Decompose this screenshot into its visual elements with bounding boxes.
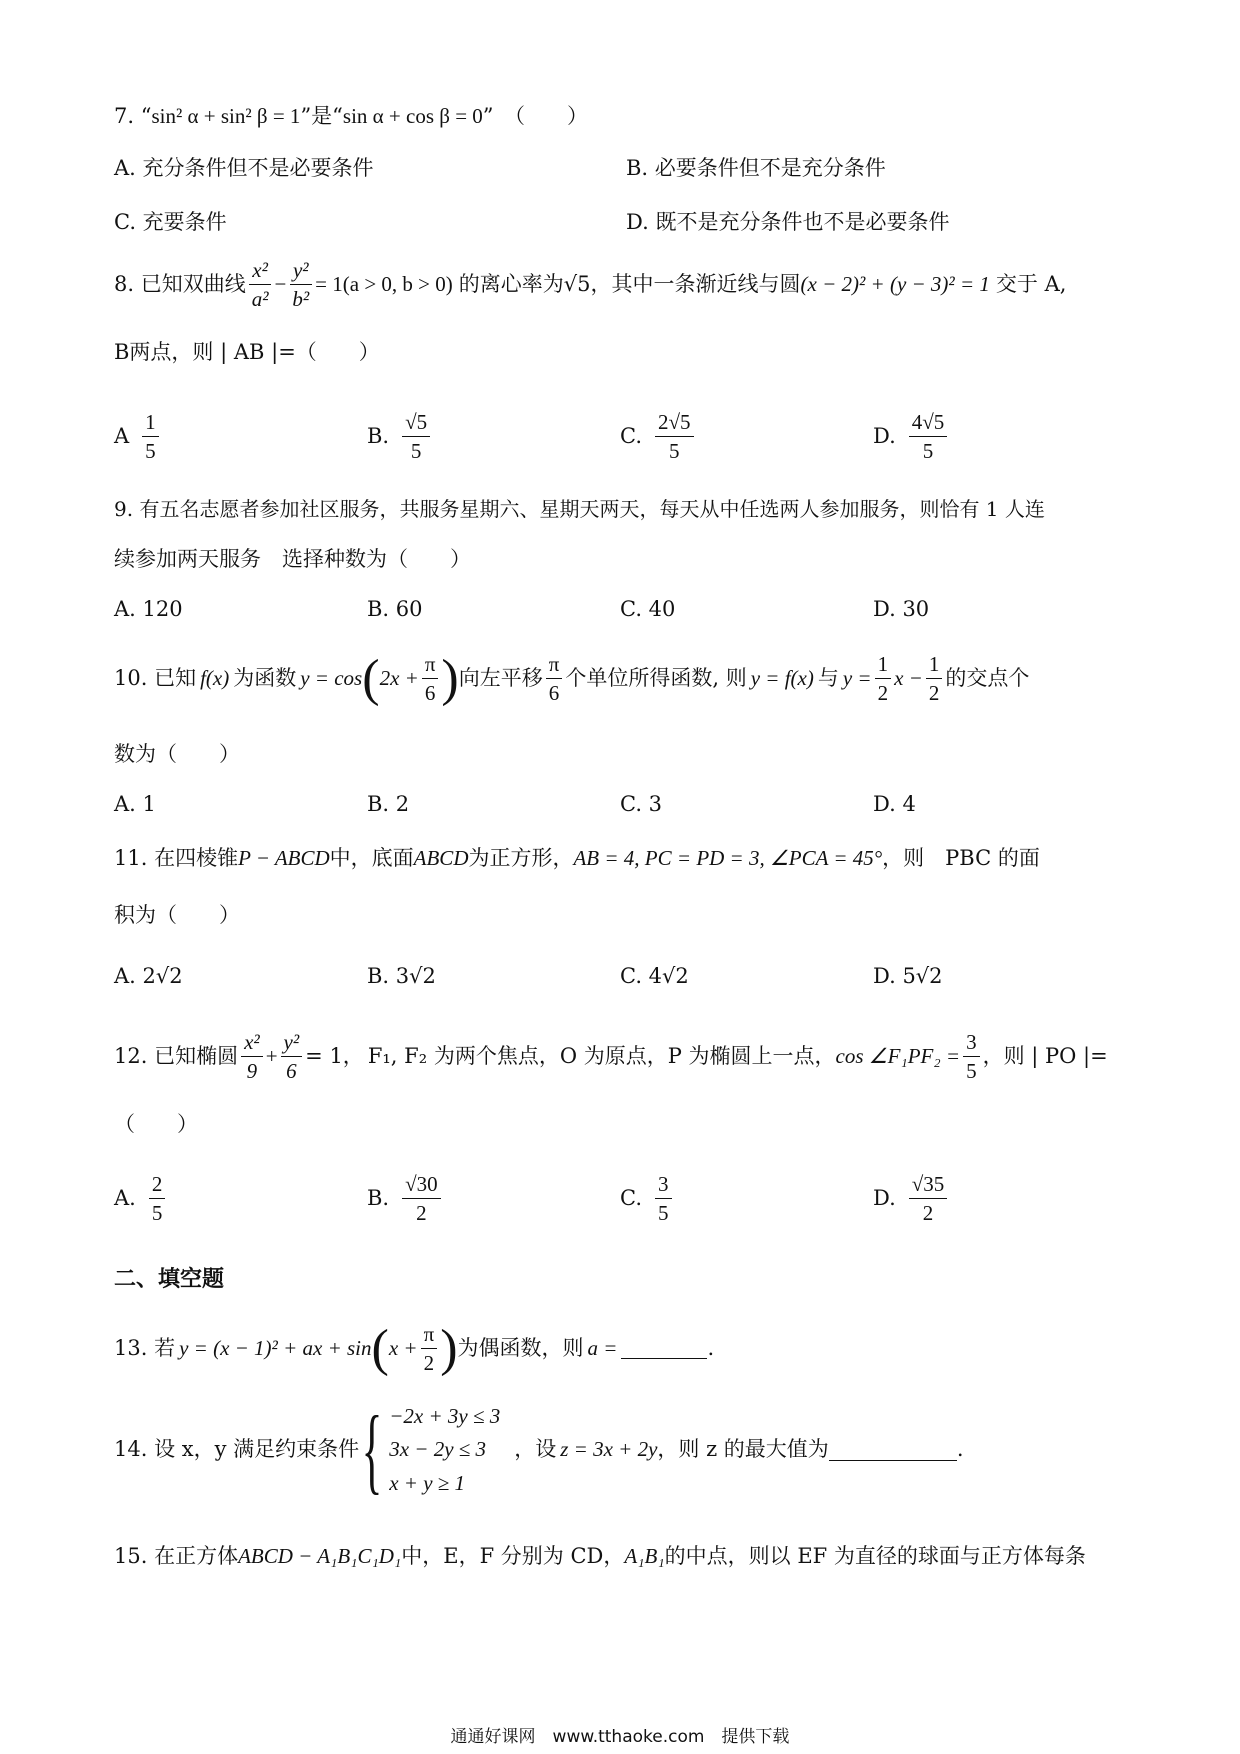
- q7-option-b: B. 必要条件但不是充分条件: [626, 156, 886, 180]
- q12-option-a: A. $\frac{2}{5}$: [114, 1172, 168, 1225]
- q8-frac-x: $\frac{\text{x²}}{\text{a²}}$: [249, 258, 272, 311]
- q7-option-c: C. 充要条件: [114, 210, 227, 234]
- question-10: 10. 已知 f(x) 为函数 y = cos ( 2x + $\frac{\pi}{6}$ ) 向左平移 $\frac{\pi}{6}$ 个单位所得函数, 则 y = f(x) 与 y = $\frac{1}{2}$ x − $\frac{1}{2}$ 的交点个: [114, 649, 1030, 707]
- question-15: 15. 在正方体ABCD − A₁B₁C₁D₁中，E，F 分别为 CD，A₁B₁的中点，则以 EF 为直径的球面与正方体每条: [114, 1544, 1086, 1568]
- q10-option-c: C. 3: [620, 792, 663, 816]
- q14-answer-blank[interactable]: [829, 1440, 957, 1461]
- q11-option-a: A. 2√2: [114, 964, 183, 988]
- question-8: 8. 已知双曲线 $\frac{\text{x²}}{\text{a²}}$ − $\frac{\text{y²}}{\text{b²}}$ = 1(a > 0, b > 0) 的离心率为√5，其中一条渐近线与圆 (x − 2)² + (y − 3)² = 1 交于 A,: [114, 258, 1067, 312]
- question-9-line1: 9. 有五名志愿者参加社区服务，共服务星期六、星期天两天，每天从中任选两人参加服务，则恰有 1 人连: [114, 497, 1045, 521]
- question-11: 11. 在四棱锥P − ABCD中，底面ABCD为正方形，AB = 4, PC = PD = 3, ∠PCA = 45°，则 PBC 的面: [114, 846, 1040, 870]
- q13-answer-blank[interactable]: [621, 1338, 707, 1359]
- q9-option-b: B. 60: [367, 597, 423, 621]
- q12-option-c: C. $\frac{3}{5}$: [620, 1172, 675, 1225]
- question-11-line2: 积为（ ）: [114, 903, 240, 927]
- q9-option-a: A. 120: [114, 597, 183, 621]
- question-8-line2: B两点，则 | AB |=（ ）: [114, 340, 380, 364]
- q9-option-c: C. 40: [620, 597, 676, 621]
- question-9-line2: 续参加两天服务 选择种数为（ ）: [114, 547, 471, 571]
- q10-option-a: A. 1: [114, 792, 156, 816]
- q8-option-c: C. $\frac{2√5}{5}$: [620, 410, 697, 463]
- question-7: 7. “sin² α + sin² β = 1”是“sin α + cos β = 0” （ ）: [114, 104, 589, 128]
- question-13: 13. 若 y = (x − 1)² + ax + sin ( x + $\frac{\pi}{2}$ ) 为偶函数，则 a = .: [114, 1319, 715, 1377]
- question-12-line2: （ ）: [114, 1112, 198, 1136]
- q12-option-d: D. $\frac{√35}{2}$: [873, 1172, 950, 1225]
- footer-source: 通通好课网 www.tthaoke.com 提供下载: [450, 1727, 790, 1747]
- q9-option-d: D. 30: [873, 597, 930, 621]
- q8-option-d: D. $\frac{4√5}{5}$: [873, 410, 950, 463]
- constraint-system: { −2x + 3y ≤ 3 3x − 2y ≤ 3 x + y ≥ 1: [361, 1396, 501, 1503]
- q8-option-a: A $\frac{1}{5}$: [114, 410, 162, 463]
- question-14: 14. 设 x，y 满足约束条件 { −2x + 3y ≤ 3 3x − 2y ≤ 3 x + y ≥ 1 ，设 z = 3x + 2y ，则 z 的最大值为 .: [114, 1396, 964, 1503]
- question-10-line2: 数为（ ）: [114, 742, 240, 766]
- q7-condition-2: sin α + cos β = 0: [342, 104, 483, 128]
- q7-option-a: A. 充分条件但不是必要条件: [114, 156, 374, 180]
- q11-option-d: D. 5√2: [873, 964, 943, 988]
- q7-condition-1: sin² α + sin² β = 1: [151, 104, 301, 128]
- q11-option-c: C. 4√2: [620, 964, 689, 988]
- q10-option-d: D. 4: [873, 792, 916, 816]
- q12-option-b: B. $\frac{√30}{2}$: [367, 1172, 444, 1225]
- q8-frac-y: $\frac{\text{y²}}{\text{b²}}$: [289, 258, 312, 311]
- question-12: 12. 已知椭圆 $\frac{\text{x²}}{9}$ + $\frac{\text{y²}}{6}$ = 1， F₁, F₂ 为两个焦点，O 为原点，P 为椭圆上一点， cos ∠F₁PF₂ = $\frac{3}{5}$ ，则 | PO |=: [114, 1030, 1108, 1084]
- section-heading: 二、填空题: [114, 1267, 225, 1292]
- q8-option-b: B. $\frac{√5}{5}$: [367, 410, 433, 463]
- q10-option-b: B. 2: [367, 792, 410, 816]
- q11-option-b: B. 3√2: [367, 964, 436, 988]
- q7-option-d: D. 既不是充分条件也不是必要条件: [626, 210, 950, 234]
